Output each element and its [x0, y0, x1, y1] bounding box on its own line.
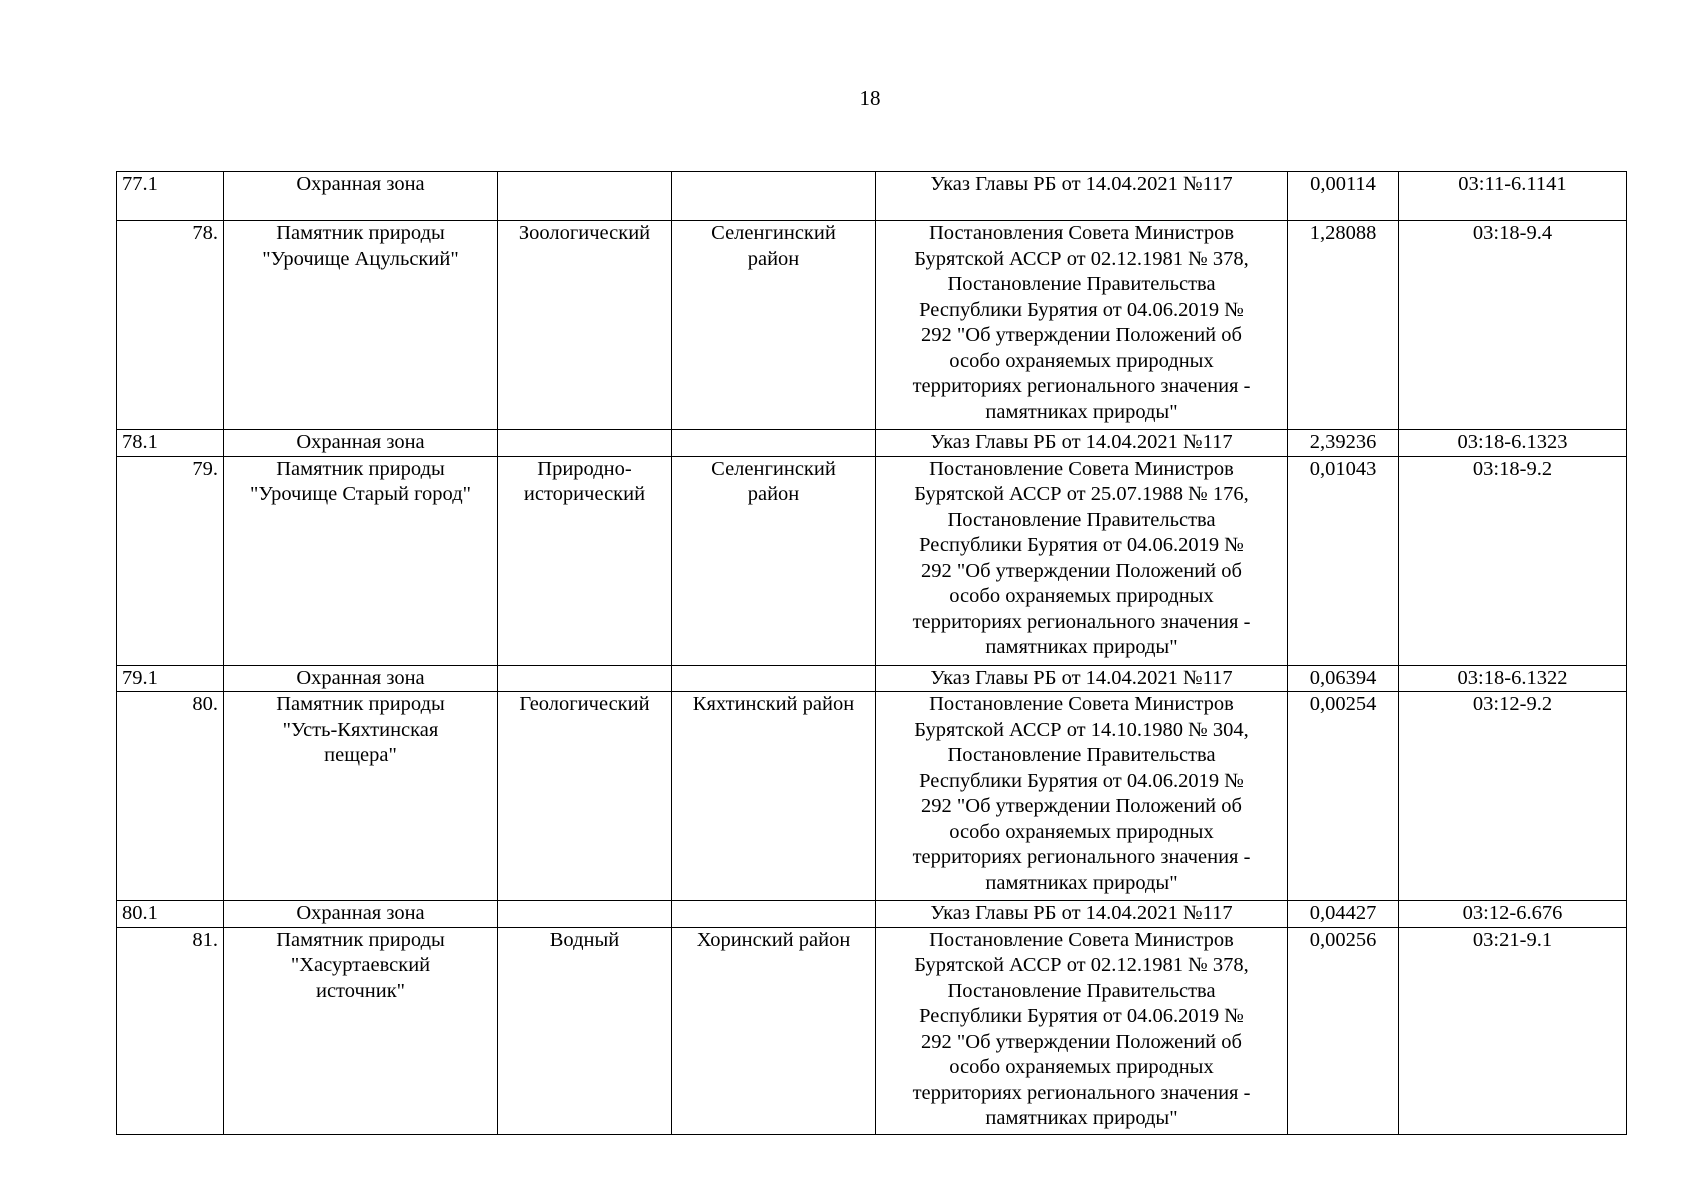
cell-number: 79.1 [117, 665, 224, 692]
table-row [117, 221, 1627, 430]
cell-number: 80. [117, 692, 224, 901]
cell-area: 1,28088 [1288, 221, 1399, 430]
cell-cadastral: 03:21-9.1 [1399, 927, 1627, 1134]
page-number: 18 [859, 86, 881, 110]
cell-name: Памятник природы "Усть-Кяхтинская пещера" [224, 692, 498, 901]
cell-document: Указ Главы РБ от 14.04.2021 №117 [876, 172, 1288, 221]
cell-document: Постановление Совета Министров Бурятской АССР от 25.07.1988 № 176, Постановление Правительства Республики Бурятия от 04.06.2019 № 292 "Об утверждении Положений об особо охраняемых природных территориях регионального значения - памятниках природы" [876, 456, 1288, 665]
cell-area: 0,00114 [1288, 172, 1399, 221]
cell-cadastral: 03:18-9.4 [1399, 221, 1627, 430]
cell-area: 0,04427 [1288, 901, 1399, 928]
cell-profile [498, 665, 672, 692]
table-row [117, 456, 1627, 665]
cell-name: Охранная зона [224, 430, 498, 457]
protected-areas-table [116, 171, 1627, 1135]
cell-cadastral: 03:18-6.1323 [1399, 430, 1627, 457]
cell-number: 80.1 [117, 901, 224, 928]
cell-name: Охранная зона [224, 172, 498, 221]
cell-cadastral: 03:11-6.1141 [1399, 172, 1627, 221]
cell-location [672, 172, 876, 221]
table-row [117, 430, 1627, 457]
cell-area: 0,00254 [1288, 692, 1399, 901]
cell-profile [498, 172, 672, 221]
cell-area: 2,39236 [1288, 430, 1399, 457]
table-row [117, 901, 1627, 928]
cell-profile: Природно- исторический [498, 456, 672, 665]
cell-location [672, 430, 876, 457]
cell-document: Постановление Совета Министров Бурятской АССР от 02.12.1981 № 378, Постановление Правительства Республики Бурятия от 04.06.2019 № 292 "Об утверждении Положений об особо охраняемых природных территориях регионального значения - памятниках природы" [876, 927, 1288, 1134]
cell-cadastral: 03:18-9.2 [1399, 456, 1627, 665]
cell-area: 0,00256 [1288, 927, 1399, 1134]
table-row [117, 172, 1627, 221]
cell-area: 0,06394 [1288, 665, 1399, 692]
cell-name: Памятник природы "Урочище Старый город" [224, 456, 498, 665]
cell-name: Охранная зона [224, 665, 498, 692]
cell-document: Постановления Совета Министров Бурятской АССР от 02.12.1981 № 378, Постановление Правительства Республики Бурятия от 04.06.2019 № 292 "Об утверждении Положений об особо охраняемых природных территориях регионального значения - памятниках природы" [876, 221, 1288, 430]
table-row [117, 665, 1627, 692]
cell-document: Указ Главы РБ от 14.04.2021 №117 [876, 901, 1288, 928]
cell-cadastral: 03:12-9.2 [1399, 692, 1627, 901]
cell-number: 79. [117, 456, 224, 665]
table-row [117, 927, 1627, 1134]
cell-name: Памятник природы "Урочище Ацульский" [224, 221, 498, 430]
cell-name: Охранная зона [224, 901, 498, 928]
cell-location: Хоринский район [672, 927, 876, 1134]
cell-number: 78. [117, 221, 224, 430]
cell-number: 81. [117, 927, 224, 1134]
cell-profile: Водный [498, 927, 672, 1134]
cell-location: Кяхтинский район [672, 692, 876, 901]
cell-document: Указ Главы РБ от 14.04.2021 №117 [876, 665, 1288, 692]
cell-document: Постановление Совета Министров Бурятской АССР от 14.10.1980 № 304, Постановление Правительства Республики Бурятия от 04.06.2019 № 292 "Об утверждении Положений об особо охраняемых природных территориях регионального значения - памятниках природы" [876, 692, 1288, 901]
cell-location: Селенгинский район [672, 221, 876, 430]
table-row [117, 692, 1627, 901]
cell-cadastral: 03:18-6.1322 [1399, 665, 1627, 692]
cell-cadastral: 03:12-6.676 [1399, 901, 1627, 928]
cell-number: 77.1 [117, 172, 224, 221]
cell-name: Памятник природы "Хасуртаевский источник" [224, 927, 498, 1134]
cell-profile: Зоологический [498, 221, 672, 430]
cell-profile [498, 430, 672, 457]
cell-area: 0,01043 [1288, 456, 1399, 665]
cell-profile [498, 901, 672, 928]
cell-profile: Геологический [498, 692, 672, 901]
cell-location [672, 665, 876, 692]
cell-number: 78.1 [117, 430, 224, 457]
cell-location: Селенгинский район [672, 456, 876, 665]
cell-location [672, 901, 876, 928]
cell-document: Указ Главы РБ от 14.04.2021 №117 [876, 430, 1288, 457]
